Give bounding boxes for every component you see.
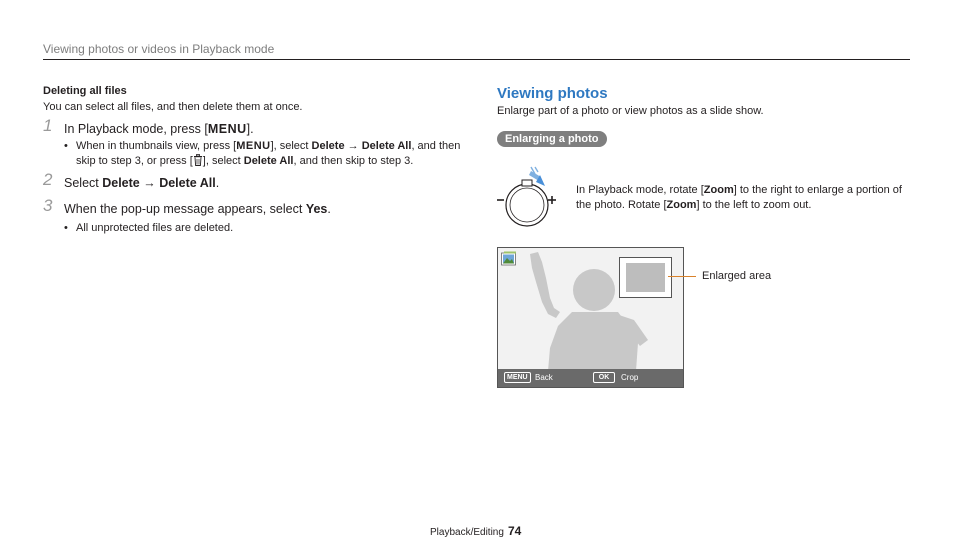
step-number: 2 [43, 170, 53, 189]
step-text: . [327, 202, 331, 216]
step-3 [43, 196, 463, 217]
photo-thumbnail-icon [501, 251, 517, 266]
step-text: ]. [246, 122, 254, 136]
instruction-text: ] to the right to enlarge a portion of the photo. Rotate [ [576, 184, 902, 211]
header-rule [43, 59, 910, 60]
instruction-text: In Playback mode, rotate [ [576, 184, 704, 196]
bullet-text: When in thumbnails view, press [ [76, 140, 237, 152]
left-column [43, 85, 463, 240]
enlarged-area-box [619, 257, 672, 298]
section-heading: Deleting all files [43, 85, 127, 97]
instruction-text: ] to the left to zoom out. [696, 199, 812, 211]
bullet-text: , and then skip to step 3, or press [ [76, 140, 461, 167]
page-number: 74 [507, 524, 522, 538]
bold-term: Zoom [666, 199, 697, 211]
step-number: 3 [43, 196, 53, 215]
menu-key-label: MENU [504, 372, 531, 383]
header-title: Viewing photos or videos in Playback mode [43, 42, 275, 56]
bold-term: Yes [305, 202, 328, 216]
section-description: You can select all files, and then delete them at once. [43, 101, 303, 113]
step-number: 1 [43, 116, 53, 135]
step-text: When the pop-up message appears, select [64, 202, 306, 216]
bold-term: Delete All [159, 176, 216, 190]
callout-label: Enlarged area [702, 270, 772, 282]
screen-bottom-bar [498, 369, 683, 387]
back-label: Back [535, 373, 553, 382]
menu-key: MENU [207, 122, 247, 136]
right-column [497, 85, 917, 147]
crop-label: Crop [621, 373, 639, 382]
step-2 [43, 170, 463, 191]
footer [430, 524, 521, 538]
step-1 [43, 116, 463, 137]
bold-term: Delete [102, 176, 140, 190]
bold-term: Delete All [361, 140, 412, 152]
bullet-text: ], select [202, 155, 244, 167]
zoom-instruction [576, 183, 916, 213]
subsection-pill: Enlarging a photo [497, 131, 607, 147]
step-1-bullet [43, 139, 463, 169]
step-3-bullet: • All unprotected files are deleted. [43, 221, 463, 236]
bullet-text: ], select [270, 140, 312, 152]
trash-icon [193, 154, 203, 166]
arrow: → [139, 176, 160, 190]
bold-term: Zoom [703, 184, 734, 196]
ok-key-label: OK [593, 372, 615, 383]
bullet-text: , and then skip to step 3. [293, 155, 414, 167]
menu-key: MENU [236, 140, 271, 152]
section-description: Enlarge part of a photo or view photos as a slide show. [497, 105, 764, 117]
bold-term: Delete All [243, 155, 294, 167]
step-text: . [215, 176, 220, 190]
step-text: Select [64, 176, 103, 190]
bold-term: Delete [311, 140, 345, 152]
step-text: In Playback mode, press [ [64, 122, 208, 136]
enlarged-area-preview [626, 263, 665, 292]
footer-section: Playback/Editing [430, 527, 504, 538]
zoom-lever-icon [495, 165, 560, 231]
callout-line [668, 276, 696, 277]
camera-screen [497, 247, 684, 388]
arrow: → [344, 140, 362, 152]
section-title: Viewing photos [497, 85, 608, 102]
